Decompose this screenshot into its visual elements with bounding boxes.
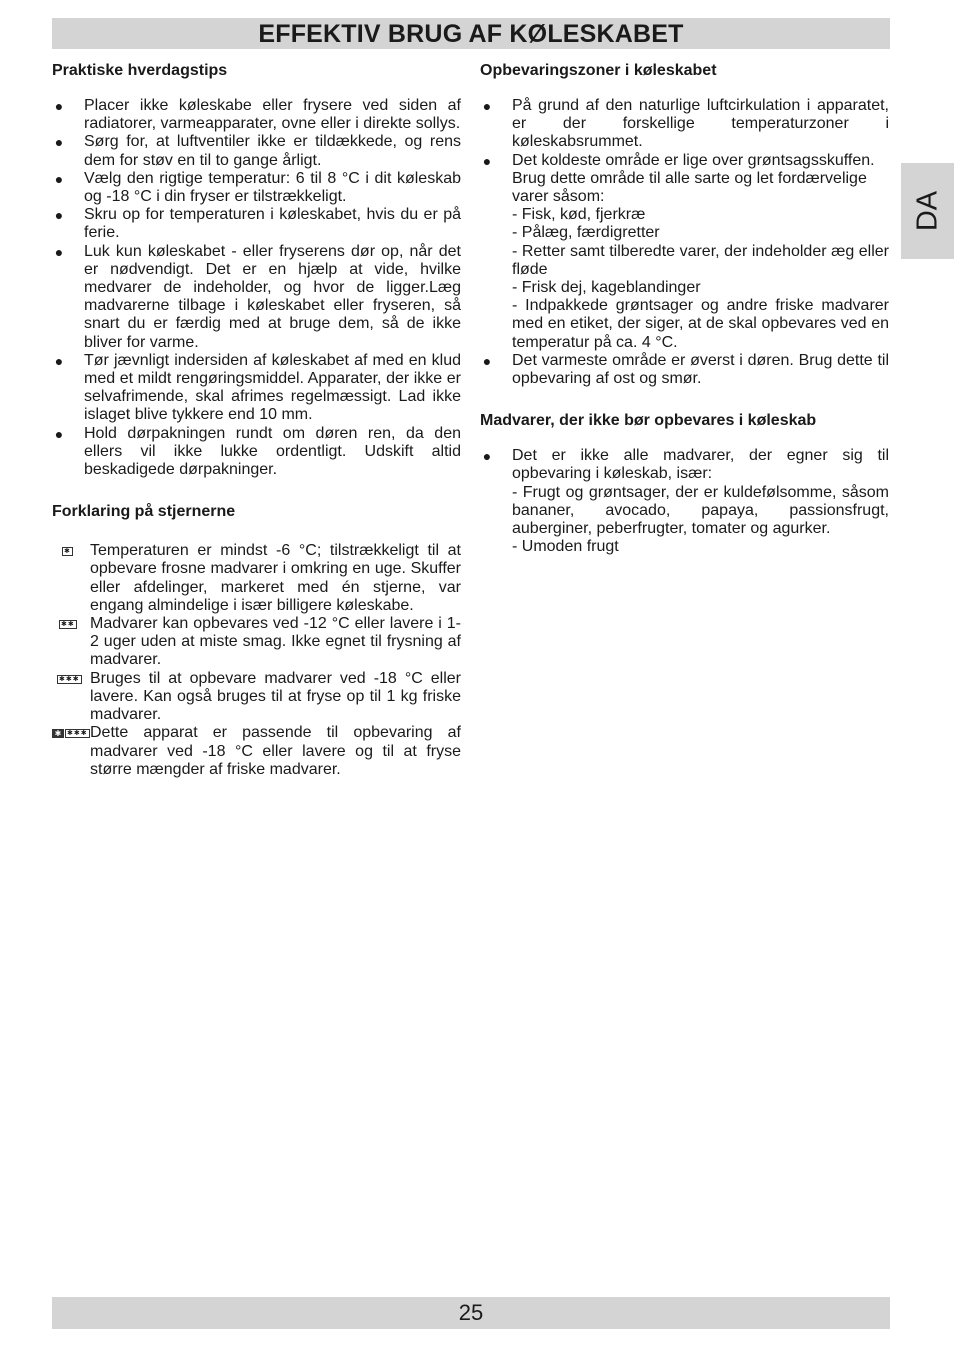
list-item (480, 352, 889, 388)
bullet-icon: ● (54, 207, 64, 224)
tip-text: Hold dørpakningen rundt om døren ren, da den ellers vil ikke lukke ordentligt. Udskift altid beskadigede dørpakninger. (84, 424, 461, 479)
list-item (480, 447, 889, 556)
bullet-icon: ● (54, 170, 64, 187)
zone-text: Det koldeste område er lige over grøntsagsskuffen. Brug dette område til alle sarte og let fordærvelige varer såsom: (512, 151, 875, 206)
one-star-icon: ✱ (64, 548, 71, 556)
zone-subitem: - Retter samt tilberedte varer, der indeholder æg eller fløde (512, 242, 889, 278)
bullet-icon: ● (54, 134, 64, 151)
list-item (52, 206, 461, 242)
language-tab (901, 163, 954, 259)
two-star-icon: ✱✱ (61, 621, 75, 629)
list-item (480, 152, 889, 352)
zone-subitem: - Pålæg, færdigretter (512, 224, 660, 242)
zone-subitem: - Frisk dej, kageblandinger (512, 279, 701, 297)
star-text: Dette apparat er passende til opbevaring af madvarer ved -18 °C eller lavere og til at fryse større mængder af friske madvarer. (90, 724, 461, 778)
zone-text: På grund af den naturlige luftcirkulation i apparatet, er der forskellige temperaturzoner i køleskabsrummet. (512, 97, 889, 151)
tips-heading: Praktiske hverdagstips (52, 62, 228, 79)
bullet-icon: ● (482, 448, 492, 465)
foods-text: Det er ikke alle madvarer, der egner sig til opbevaring i køleskab, især: (512, 447, 889, 483)
left-column (52, 60, 461, 779)
list-item (52, 670, 461, 725)
list-item (52, 425, 461, 480)
language-tab-label: DA (911, 190, 943, 232)
foods-heading: Madvarer, der ikke bør opbevares i køleskab (480, 412, 817, 430)
list-item (480, 97, 889, 152)
zone-subitem: - Fisk, kød, fjerkræ (512, 206, 646, 224)
three-star-icon: ✱✱✱ (59, 675, 80, 683)
tip-text: Luk kun køleskabet - eller fryserens dør op, når det er nødvendigt. Det er en hjælp at vide, hvilke medvarer de indeholder, og hvor de ligger.Læg madvarerne tilbage i køleskabet eller fryseren, så snart du er færdig med at bruge dem, så de ikke bliver for varme. (84, 242, 461, 351)
tip-text: Sørg for, at luftventiler ikke er tildækkede, og rens dem for støv en til to gange årligt. (84, 133, 461, 169)
star-text: Madvarer kan opbevares ved -12 °C eller lavere i 1-2 uger uden at miste smag. Ikke egnet til frysning af madvarer. (90, 615, 461, 669)
zones-heading: Opbevaringszoner i køleskabet (480, 62, 717, 79)
list-item (52, 724, 461, 779)
footer-bar (52, 1297, 890, 1329)
stars-heading: Forklaring på stjernerne (52, 503, 236, 521)
right-column (480, 60, 889, 556)
zones-list (480, 97, 889, 388)
tip-text: Skru op for temperaturen i køleskabet, hvis du er på ferie. (84, 206, 461, 242)
tip-text: Tør jævnligt indersiden af køleskabet af med en klud med et mildt rengøringsmiddel. Apparater, der ikke er selvafrimende, skal afrimes regelmæssigt. Lad ikke islaget blive tykkere end 10 mm. (84, 351, 461, 424)
title-bar (52, 18, 890, 49)
tips-list (52, 97, 461, 479)
bullet-icon: ● (54, 425, 64, 442)
list-item (52, 243, 461, 352)
list-item (52, 97, 461, 133)
bullet-icon: ● (482, 98, 492, 114)
list-item (52, 352, 461, 425)
tip-text: Vælg den rigtige temperatur: 6 til 8 °C i dit køleskab og -18 °C i din fryser er tilstrækkeligt. (84, 169, 461, 206)
stars-list (52, 542, 461, 779)
zone-subitem: - Indpakkede grøntsager og andre friske madvarer med en etiket, der siger, at de skal opbevares ved en temperatur på ca. 4 °C. (512, 297, 889, 351)
list-item (52, 615, 461, 670)
tip-text: Placer ikke køleskabe eller frysere ved siden af radiatorer, varmeapparater, ovne eller i direkte sollys. (84, 97, 461, 133)
bullet-icon: ● (54, 98, 64, 114)
star-text: Temperaturen er mindst -6 °C; tilstrækkeligt til at opbevare frosne madvarer i omkring en uge. Skuffer eller afdelinger, markeret med én stjerne, var engang almindelige i især billigere køleskabe. (90, 542, 461, 614)
list-item (52, 133, 461, 169)
foods-subitem: - Umoden frugt (512, 538, 619, 556)
list-item (52, 542, 461, 615)
bullet-icon: ● (54, 243, 64, 260)
zone-text: Det varmeste område er øverst i døren. Brug dette til opbevaring af ost og smør. (512, 351, 889, 388)
foods-subitem: - Frugt og grøntsager, der er kuldefølsomme, såsom bananer, avocado, papaya, passionsfrugt, auberginer, peberfrugter, tomater og agurker. (512, 483, 889, 538)
four-star-icon: ✱ ✱✱✱ (52, 729, 90, 738)
bullet-icon: ● (482, 152, 492, 169)
page-title: EFFEKTIV BRUG AF KØLESKABET (258, 20, 684, 48)
star-text: Bruges til at opbevare madvarer ved -18 °C eller lavere. Kan også bruges til at fryse op til 1 kg friske madvarer. (90, 669, 461, 724)
foods-list (480, 447, 889, 556)
bullet-icon: ● (482, 352, 492, 369)
bullet-icon: ● (54, 352, 64, 369)
list-item (52, 170, 461, 206)
page-number: 25 (458, 1300, 484, 1325)
